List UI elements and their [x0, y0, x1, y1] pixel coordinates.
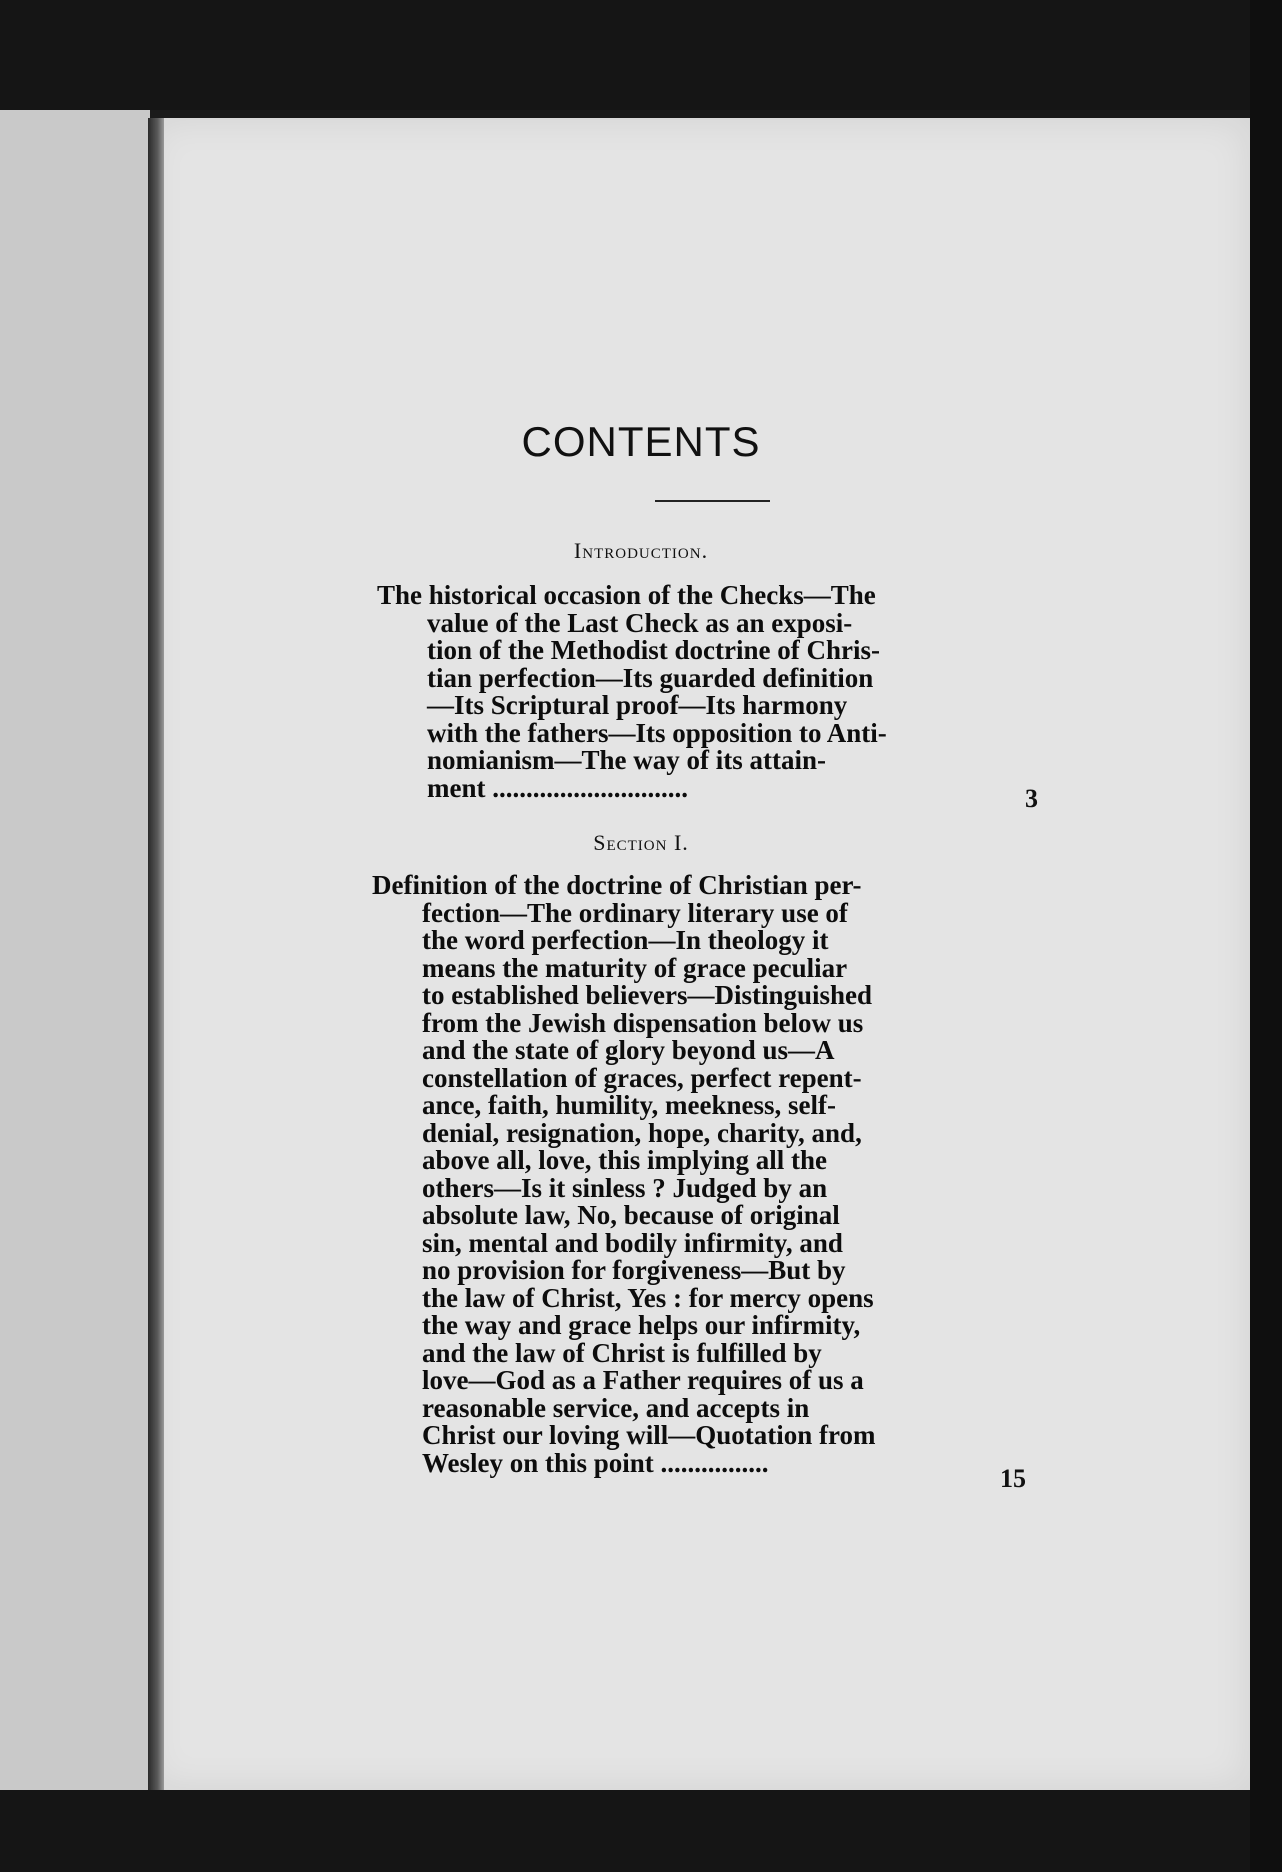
toc-line: the word perfection—In theology it: [422, 925, 829, 955]
toc-line: The historical occasion of the Checks—The: [377, 580, 876, 610]
toc-entry-section-1: [372, 872, 957, 1477]
book-spine: [148, 118, 164, 1790]
page-number-introduction: 3: [1025, 784, 1038, 813]
toc-line: absolute law, No, because of original: [422, 1200, 840, 1230]
toc-line: fection—The ordinary literary use of: [422, 897, 848, 928]
toc-line: the law of Christ, Yes : for mercy opens: [422, 1282, 874, 1313]
toc-line: to established believers—Distinguished: [422, 980, 873, 1010]
toc-line: and the state of glory beyond us—A: [422, 1035, 835, 1065]
toc-line: Definition of the doctrine of Christian per-: [372, 870, 862, 900]
page-number-section-1: 15: [1000, 1464, 1026, 1493]
toc-line: and the law of Christ is fulfilled by: [422, 1337, 822, 1368]
toc-line: Christ our loving will—Quotation from: [422, 1420, 876, 1450]
toc-line: means the maturity of grace peculiar: [422, 952, 848, 983]
toc-line: —Its Scriptural proof—Its harmony: [427, 690, 848, 720]
scan-border-top: [0, 0, 1282, 110]
toc-line-with-leader: ment .............................: [427, 772, 688, 803]
toc-line: love—God as a Father requires of us a: [422, 1365, 864, 1395]
toc-line: reasonable service, and accepts in: [422, 1392, 810, 1423]
toc-line: the way and grace helps our infirmity,: [422, 1310, 861, 1340]
section-heading-section-1: Section I.: [593, 830, 689, 855]
section-heading-introduction: Introduction.: [573, 538, 709, 563]
toc-line: nomianism—The way of its attain-: [427, 745, 827, 775]
toc-line: from the Jewish dispensation below us: [422, 1007, 864, 1038]
toc-line: tion of the Methodist doctrine of Chris-: [427, 635, 880, 665]
scan-border-right: [1250, 0, 1282, 1872]
toc-line: ance, faith, humility, meekness, self-: [422, 1090, 836, 1120]
toc-line: tian perfection—Its guarded definition: [427, 662, 874, 693]
toc-line: others—Is it sinless ? Judged by an: [422, 1172, 828, 1203]
toc-line: with the fathers—Its opposition to Anti-: [427, 717, 887, 748]
toc-line: no provision for forgiveness—But by: [422, 1255, 846, 1285]
scan-border-bottom: [0, 1790, 1282, 1872]
contents-heading: CONTENTS: [521, 418, 761, 465]
toc-line: sin, mental and bodily infirmity, and: [422, 1227, 843, 1258]
toc-line: constellation of graces, perfect repent-: [422, 1062, 862, 1093]
toc-line: denial, resignation, hope, charity, and,: [422, 1117, 862, 1148]
toc-line: above all, love, this implying all the: [422, 1145, 828, 1175]
toc-entry-introduction: [377, 582, 962, 802]
toc-line-with-leader: Wesley on this point ................: [422, 1447, 769, 1478]
scan-background-left: [0, 110, 150, 1790]
toc-line: value of the Last Check as an exposi-: [427, 607, 853, 638]
heading-rule: [655, 500, 770, 502]
